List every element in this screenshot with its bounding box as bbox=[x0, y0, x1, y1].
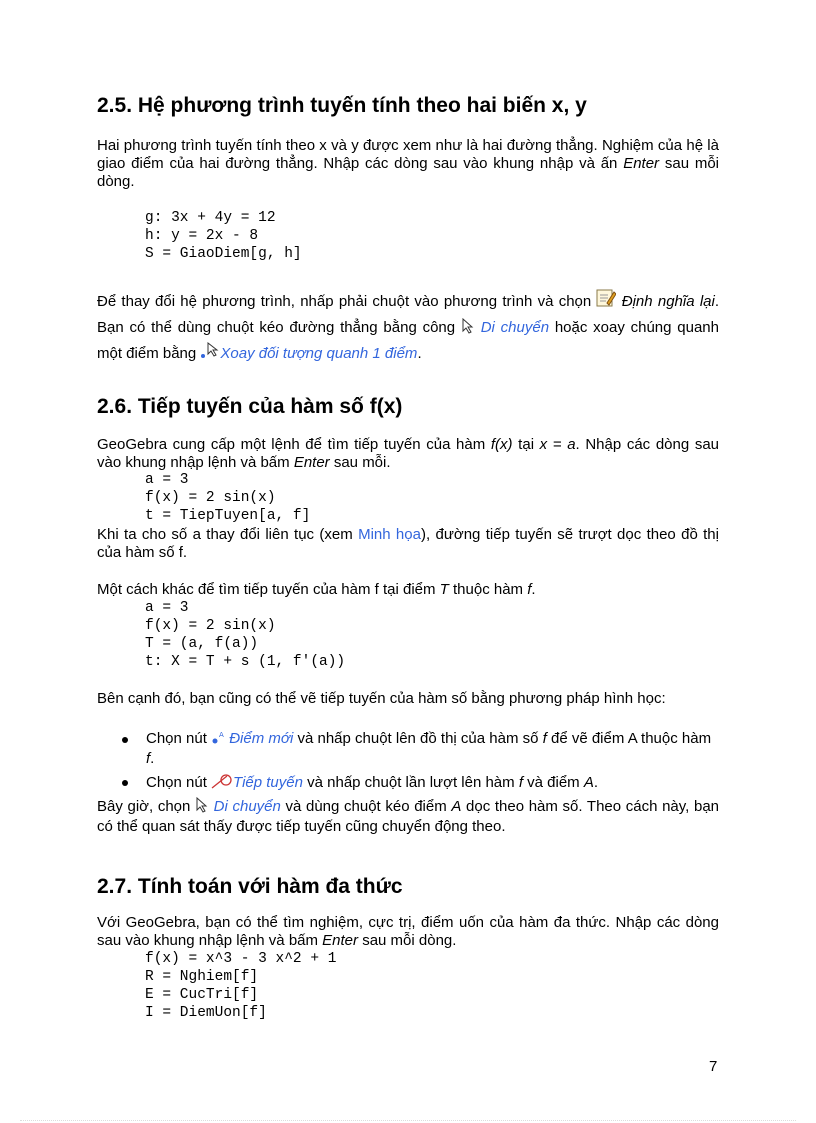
rotate-around-point-icon bbox=[200, 342, 220, 368]
code-line: t = TiepTuyen[a, f] bbox=[145, 508, 311, 524]
new-point-tool-link[interactable]: Điểm mới bbox=[229, 730, 294, 747]
code-line: h: y = 2x - 8 bbox=[145, 228, 259, 244]
code-line: f(x) = 2 sin(x) bbox=[145, 490, 276, 506]
code-line: a = 3 bbox=[145, 472, 189, 488]
code-line: f(x) = 2 sin(x) bbox=[145, 618, 276, 634]
s27-code-block bbox=[145, 950, 336, 1022]
tangent-icon bbox=[211, 773, 233, 794]
bullet-dot bbox=[122, 780, 128, 786]
page-number: 7 bbox=[709, 1058, 718, 1075]
move-cursor-icon bbox=[461, 318, 475, 342]
code-line: T = (a, f(a)) bbox=[145, 636, 259, 652]
s26-paragraph-1: GeoGebra cung cấp một lệnh để tìm tiếp tuyến của hàm f(x) tại x = a. Nhập các dòng sau vào khung nhập lệnh và bấm Enter sau mỗi. bbox=[97, 436, 720, 471]
move-tool-link[interactable]: Di chuyển bbox=[480, 319, 550, 336]
code-line: S = GiaoDiem[g, h] bbox=[145, 246, 302, 262]
tangent-tool-link[interactable]: Tiếp tuyến bbox=[233, 774, 303, 791]
illustration-link[interactable]: Minh họa bbox=[358, 526, 421, 543]
s25-paragraph-2: Để thay đổi hệ phương trình, nhấp phải chuột vào phương trình và chọn Định nghĩa lại. Bạn có thể dùng chuột kéo đường thẳng bằng công Di chuyển hoặc xoay chúng quanh một điểm bằng Xoay đối tượng quanh 1 điểm. bbox=[97, 288, 719, 368]
s26-code-block-1 bbox=[145, 471, 310, 525]
s26-paragraph-3: Một cách khác để tìm tiếp tuyến của hàm f tại điểm T thuộc hàm f. bbox=[97, 581, 536, 598]
code-line: R = Nghiem[f] bbox=[145, 969, 259, 985]
code-line: a = 3 bbox=[145, 600, 189, 616]
page-bottom-divider bbox=[20, 1120, 796, 1121]
code-line: I = DiemUon[f] bbox=[145, 1005, 267, 1021]
s25-code-block bbox=[145, 209, 302, 263]
s27-paragraph-1: Với GeoGebra, bạn có thể tìm nghiệm, cực trị, điểm uốn của hàm đa thức. Nhập các dòng sau vào khung nhập lệnh và bấm Enter sau mỗi dòng. bbox=[97, 914, 719, 949]
redefine-icon bbox=[596, 288, 616, 316]
section-heading-2-6: 2.6. Tiếp tuyến của hàm số f(x) bbox=[97, 395, 403, 418]
move-cursor-icon bbox=[195, 797, 209, 818]
code-line: g: 3x + 4y = 12 bbox=[145, 210, 276, 226]
rotate-tool-link[interactable]: Xoay đối tượng quanh 1 điểm bbox=[220, 345, 418, 362]
section-heading-2-7: 2.7. Tính toán với hàm đa thức bbox=[97, 875, 403, 898]
section-heading-2-5: 2.5. Hệ phương trình tuyến tính theo hai biến x, y bbox=[97, 94, 587, 117]
list-item: Chọn nút Tiếp tuyến và nhấp chuột lần lượt lên hàm f và điểm A. bbox=[97, 773, 719, 794]
code-line: t: X = T + s (1, f'(a)) bbox=[145, 654, 346, 670]
list-item: Chọn nút A Điểm mới và nhấp chuột lên đồ thị của hàm số f để vẽ điểm A thuộc hàm f. bbox=[97, 730, 719, 768]
move-tool-link[interactable]: Di chuyển bbox=[213, 798, 281, 815]
s26-paragraph-4: Bên cạnh đó, bạn cũng có thể vẽ tiếp tuyến của hàm số bằng phương pháp hình học: bbox=[97, 690, 666, 707]
s26-paragraph-2: Khi ta cho số a thay đổi liên tục (xem Minh họa), đường tiếp tuyến sẽ trượt dọc theo đồ thị của hàm số f. bbox=[97, 526, 719, 561]
s26-code-block-2 bbox=[145, 599, 345, 671]
svg-text:A: A bbox=[219, 731, 224, 739]
code-line: E = CucTri[f] bbox=[145, 987, 259, 1003]
new-point-icon bbox=[211, 731, 225, 750]
bullet-dot bbox=[122, 737, 128, 743]
s26-paragraph-5: Bây giờ, chọn Di chuyển và dùng chuột kéo điểm A dọc theo hàm số. Theo cách này, bạn có thể quan sát thấy được tiếp tuyến cũng chuyển động theo. bbox=[97, 798, 720, 835]
code-line: f(x) = x^3 - 3 x^2 + 1 bbox=[145, 951, 337, 967]
s25-paragraph-1: Hai phương trình tuyến tính theo x và y được xem như là hai đường thẳng. Nghiệm của hệ là giao điểm của hai đường thẳng. Nhập các dòng sau vào khung nhập và ấn Enter sau mỗi dòng. bbox=[97, 137, 719, 190]
